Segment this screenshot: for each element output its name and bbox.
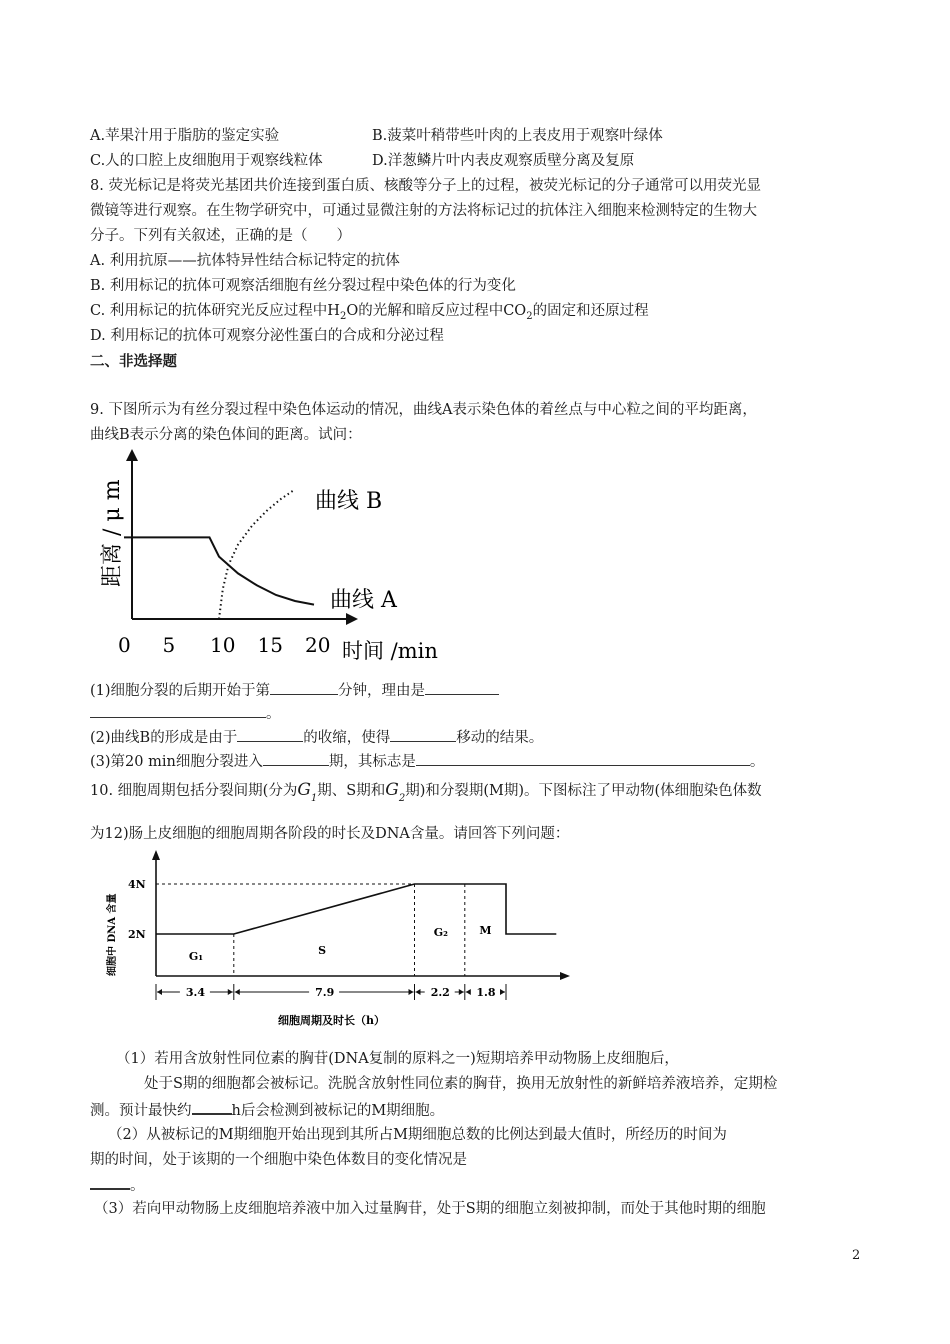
curve-a-label: 曲线 A [330, 588, 397, 613]
answer-blank[interactable] [390, 727, 456, 742]
duration-arrowhead [500, 989, 505, 995]
q10-part-1-text-a: 测。预计最快约 [90, 1103, 192, 1119]
duration-arrowhead [235, 989, 240, 995]
duration-arrowhead [415, 989, 420, 995]
q9-part-1-end: 。 [266, 706, 281, 722]
q8-option-c-part3: 的固定和还原过程 [532, 303, 649, 319]
q10-stem-line-1 [90, 778, 762, 811]
q9-part-3-text-c: 。 [749, 754, 765, 770]
g2-symbol [385, 780, 406, 804]
answer-blank[interactable] [90, 1174, 130, 1190]
answer-blank[interactable] [263, 751, 329, 766]
q9-part-2 [90, 727, 543, 748]
chart1-x-tick: 10 [210, 633, 236, 657]
phase-label: M [479, 924, 492, 937]
chart2-x-axis-label: 细胞周期及时长（h） [278, 1014, 385, 1027]
q8-option-d: D. 利用标记的抗体可观察分泌性蛋白的合成和分泌过程 [90, 328, 444, 344]
q8-stem-line-2: 微镜等进行观察。在生物学研究中，可通过显微注射的方法将标记过的抗体注入细胞来检测特定的生物大 [90, 203, 757, 219]
q10-part-1-line-3 [90, 1099, 444, 1121]
answer-blank[interactable] [90, 703, 266, 718]
chart1-x-tick: 15 [257, 633, 283, 657]
q10-stem-line-2: 为12)肠上皮细胞的细胞周期各阶段的时长及DNA含量。请回答下列问题： [90, 826, 570, 842]
duration-label: 7.9 [315, 986, 335, 999]
duration-arrowhead [408, 989, 413, 995]
g1-subscript: 1 [310, 793, 318, 804]
chart1-x-tick: 5 [162, 633, 176, 657]
q10-part-1-line-1: （1）若用含放射性同位素的胸苷(DNA复制的原料之一)短期培养甲动物肠上皮细胞后， [116, 1051, 679, 1067]
q9-part-1-text-a: (1)细胞分裂的后期开始于第 [90, 683, 271, 699]
q8-stem-line-1: 8. 荧光标记是将荧光基团共价连接到蛋白质、核酸等分子上的过程，被荧光标记的分子通常可以用荧光显 [90, 178, 761, 194]
chart2-y-tick-2n: 2N [128, 928, 146, 941]
chart2-y-tick-4n: 4N [128, 878, 146, 891]
answer-blank[interactable] [270, 680, 338, 695]
q8-option-c [90, 301, 649, 327]
phase-label: S [318, 944, 327, 957]
q10-cell-cycle-dna-chart [98, 846, 588, 1034]
q9-part-1-text-b: 分钟，理由是 [338, 683, 426, 699]
q9-part-3-text-b: 期，其标志是 [328, 754, 416, 770]
q8-option-a: A. 利用抗原——抗体特异性结合标记特定的抗体 [90, 253, 400, 269]
chart1-y-axis-label: 距离 / μ m [100, 479, 125, 587]
q10-part-2-end: 。 [130, 1178, 145, 1194]
q8-option-b: B. 利用标记的抗体可观察活细胞有丝分裂过程中染色体的行为变化 [90, 278, 516, 294]
dna-content-line [156, 884, 556, 934]
g1-letter: G [297, 780, 311, 800]
g2-subscript: 2 [398, 793, 406, 804]
q7-option-b: B.菠菜叶稍带些叶肉的上表皮用于观察叶绿体 [372, 128, 663, 144]
q10-part-2-line-2: 期的时间，处于该期的一个细胞中染色体数目的变化情况是 [90, 1152, 467, 1168]
q9-stem-line-1: 9. 下图所示为有丝分裂过程中染色体运动的情况，曲线A表示染色体的着丝点与中心粒之间的平均距离， [90, 402, 757, 418]
duration-arrowhead [157, 989, 162, 995]
chart1-x-tick: 0 [118, 633, 131, 657]
section-2-title: 二、非选择题 [90, 353, 177, 370]
q7-option-c: C.人的口腔上皮细胞用于观察线粒体 [90, 153, 323, 169]
chart2-y-axis-label: 细胞中 DNA 含量 [107, 893, 118, 976]
curve-b-label: 曲线 B [315, 489, 383, 514]
phase-label: G₁ [188, 950, 204, 963]
q10-part-1-line-2: 处于S期的细胞都会被标记。洗脱含放射性同位素的胸苷，换用无放射性的新鲜培养液培养，定期检 [144, 1076, 778, 1092]
duration-arrowhead [466, 989, 471, 995]
q10-stem-text-b: 期、S期和 [317, 783, 386, 799]
q10-part-2-line-1: （2）从被标记的M期细胞开始出现到其所占M期细胞总数的比例达到最大值时，所经历的时间为 [108, 1127, 727, 1143]
q9-part-2-text-c: 移动的结果。 [456, 730, 544, 746]
chart2-y-axis-arrow [152, 850, 160, 860]
q9-part-1-continued [90, 703, 281, 724]
q9-stem-line-2: 曲线B表示分离的染色体间的距离。试问： [90, 427, 362, 443]
q7-option-a: A.苹果汁用于脂肪的鉴定实验 [90, 128, 280, 144]
q9-part-2-text-a: (2)曲线B的形成是由于 [90, 730, 238, 746]
q9-part-3-text-a: (3)第20 min细胞分裂进入 [90, 754, 263, 770]
q9-chromosome-distance-chart [90, 447, 470, 667]
duration-label: 3.4 [185, 986, 206, 999]
q9-part-1 [90, 680, 499, 701]
q8-option-c-sub2: 2 [526, 310, 533, 322]
q10-part-2-line-3 [90, 1174, 145, 1196]
duration-label: 2.2 [430, 986, 450, 999]
q7-option-d: D.洋葱鳞片叶内表皮观察质壁分离及复原 [372, 153, 635, 169]
q9-part-2-text-b: 的收缩，使得 [303, 730, 391, 746]
chart1-x-tick: 20 [305, 633, 331, 657]
g1-symbol [297, 780, 318, 804]
q10-stem-text-c: 期)和分裂期(M期)。下图标注了甲动物(体细胞染色体数 [405, 783, 762, 799]
q10-part-1-text-b: h后会检测到被标记的M期细胞。 [231, 1103, 445, 1119]
chart2-x-axis-arrow [560, 972, 570, 980]
q8-stem-line-3: 分子。下列有关叙述，正确的是（ ） [90, 228, 351, 244]
g2-letter: G [385, 780, 399, 800]
page-number: 2 [852, 1248, 861, 1263]
phase-label: G₂ [433, 926, 448, 939]
curve-a-line [124, 537, 314, 604]
q9-part-3 [90, 751, 764, 772]
answer-blank[interactable] [192, 1099, 232, 1115]
q8-option-c-sub1: 2 [339, 310, 347, 322]
q10-stem-text-a: 10. 细胞周期包括分裂间期(分为 [90, 783, 298, 799]
chart1-x-axis-arrow [346, 613, 358, 625]
duration-arrowhead [228, 989, 233, 995]
curve-b-line [219, 489, 295, 619]
chart1-x-axis-label: 时间 /min [342, 639, 438, 663]
q10-part-3-line-1: （3）若向甲动物肠上皮细胞培养液中加入过量胸苷，处于S期的细胞立刻被抑制，而处于其他时期的细胞 [94, 1201, 766, 1217]
q8-option-c-part2: O的光解和暗反应过程中CO [346, 303, 527, 319]
answer-blank[interactable] [416, 751, 750, 766]
chart1-y-axis-arrow [126, 449, 138, 461]
answer-blank[interactable] [425, 680, 499, 695]
q8-option-c-part1: C. 利用标记的抗体研究光反应过程中H [90, 303, 340, 319]
duration-label: 1.8 [476, 986, 496, 999]
duration-arrowhead [459, 989, 464, 995]
answer-blank[interactable] [237, 727, 303, 742]
